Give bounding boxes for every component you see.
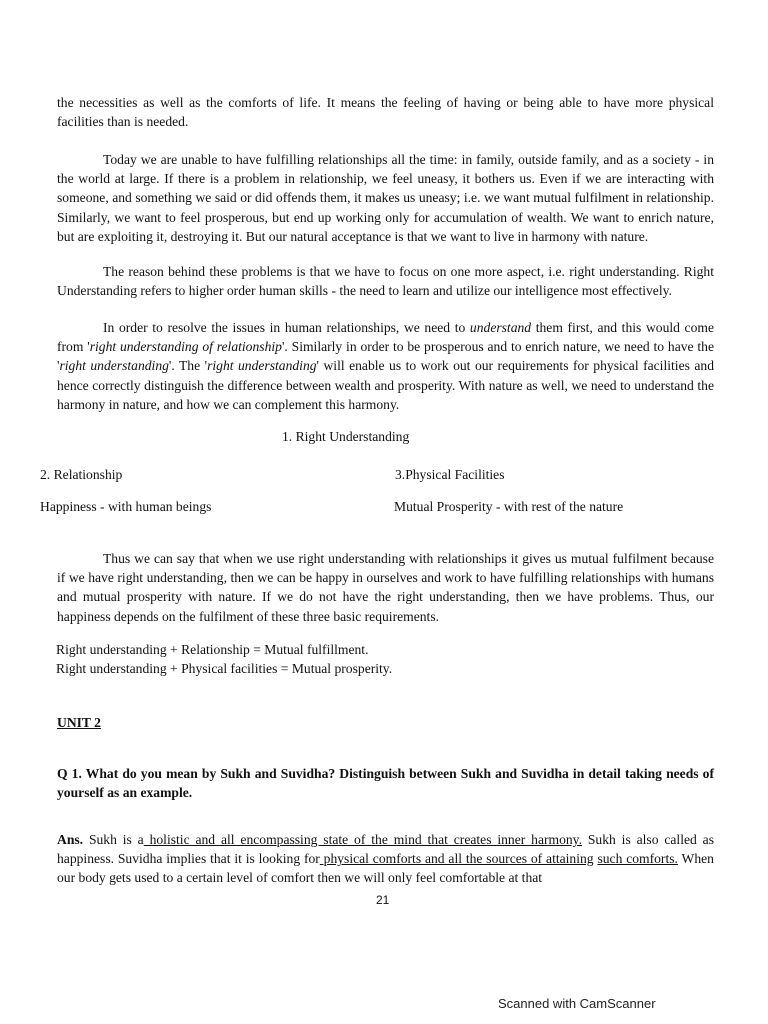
answer-paragraph bbox=[57, 830, 714, 888]
text-run: Sukh is a bbox=[83, 832, 144, 847]
diagram-top-label: 1. Right Understanding bbox=[282, 429, 410, 444]
emphasis-right-understanding: right understanding bbox=[207, 358, 317, 374]
emphasis-right-understanding-of-relationship: right understanding of relationship bbox=[89, 339, 282, 355]
text-run: In order to resolve the issues in human relationships, we need to bbox=[103, 320, 470, 335]
paragraph-today bbox=[57, 150, 714, 246]
paragraph-in-order bbox=[57, 318, 714, 414]
scanner-watermark: Scanned with CamScanner bbox=[498, 996, 656, 1011]
answer-label: Ans. bbox=[57, 832, 84, 847]
paragraph-reason-text: The reason behind these problems is that we have to focus on one more aspect, i.e. right understanding. Right Understanding refers to higher order human skills - the need to learn and utilize our intelligence most effectively. bbox=[57, 264, 714, 299]
text-run: them first, and this would come from ' bbox=[57, 320, 714, 355]
equation-mutual-prosperity: Right understanding + Physical facilities = Mutual prosperity. bbox=[56, 661, 393, 676]
text-run: ' will enable us to work out our requirements for physical facilities and hence correctly distinguish the difference between wealth and prosperity. With nature as well, we need to understand the harmony in nature, and how we can complement this harmony. bbox=[57, 358, 715, 412]
emphasis-understand: understand bbox=[469, 320, 532, 335]
question-heading: Q 1. What do you mean by Sukh and Suvidha? Distinguish between Sukh and Suvidha in detail taking needs of yourself as an example. bbox=[57, 766, 714, 801]
underlined-text: physical comforts and all the sources of attaining bbox=[319, 851, 594, 867]
diagram-left-sublabel: Happiness - with human beings bbox=[40, 499, 212, 514]
paragraph-thus-text: Thus we can say that when we use right understanding with relationships it gives us mutual fulfilment because if we have right understanding, then we can be happy in ourselves and work to have fulfilling relationships with humans and mutual prosperity with nature. If we do not have the right understanding, then we have problems. Thus, our happiness depends on the fulfilment of these three basic requirements. bbox=[57, 551, 714, 624]
paragraph-reason bbox=[57, 262, 714, 300]
diagram-right-label: 3.Physical Facilities bbox=[395, 467, 505, 482]
diagram-left-label: 2. Relationship bbox=[40, 467, 123, 482]
text-run: Sukh is also called as happiness. Suvidha implies that it is looking for bbox=[57, 832, 715, 867]
page-number: 21 bbox=[376, 893, 390, 907]
equation-mutual-fulfillment: Right understanding + Relationship = Mutual fulfillment. bbox=[56, 642, 369, 657]
underlined-text: such comforts. bbox=[597, 851, 678, 867]
text-run: When our body gets used to a certain level of comfort then we will only feel comfortable at that bbox=[57, 851, 714, 886]
emphasis-right-understanding: right understanding bbox=[59, 358, 169, 374]
text-run: '. Similarly in order to be prosperous and to enrich nature, we need to have the ' bbox=[57, 339, 714, 374]
text-run: '. The ' bbox=[168, 358, 208, 374]
underlined-text: holistic and all encompassing state of the mind that creates inner harmony. bbox=[143, 832, 582, 847]
diagram-right-sublabel: Mutual Prosperity - with rest of the nature bbox=[394, 499, 624, 514]
paragraph-intro: the necessities as well as the comforts of life. It means the feeling of having or being able to have more physical facilities than is needed. bbox=[57, 95, 714, 130]
paragraph-today-text: Today we are unable to have fulfilling relationships all the time: in family, outside family, and as a society - in the world at large. If there is a problem in relationship, we feel uneasy, it bothers us. Even if we are interacting with someone, and something we said or did offends them, it makes us uneasy; i.e. we want mutual fulfilment in relationship. Similarly, we want to feel prosperous, but end up working only for accumulation of wealth. We want to enrich nature, but are exploiting it, destroying it. But our natural acceptance is that we want to live in harmony with nature. bbox=[57, 152, 714, 244]
paragraph-thus bbox=[57, 549, 714, 626]
unit-heading: UNIT 2 bbox=[57, 715, 101, 730]
